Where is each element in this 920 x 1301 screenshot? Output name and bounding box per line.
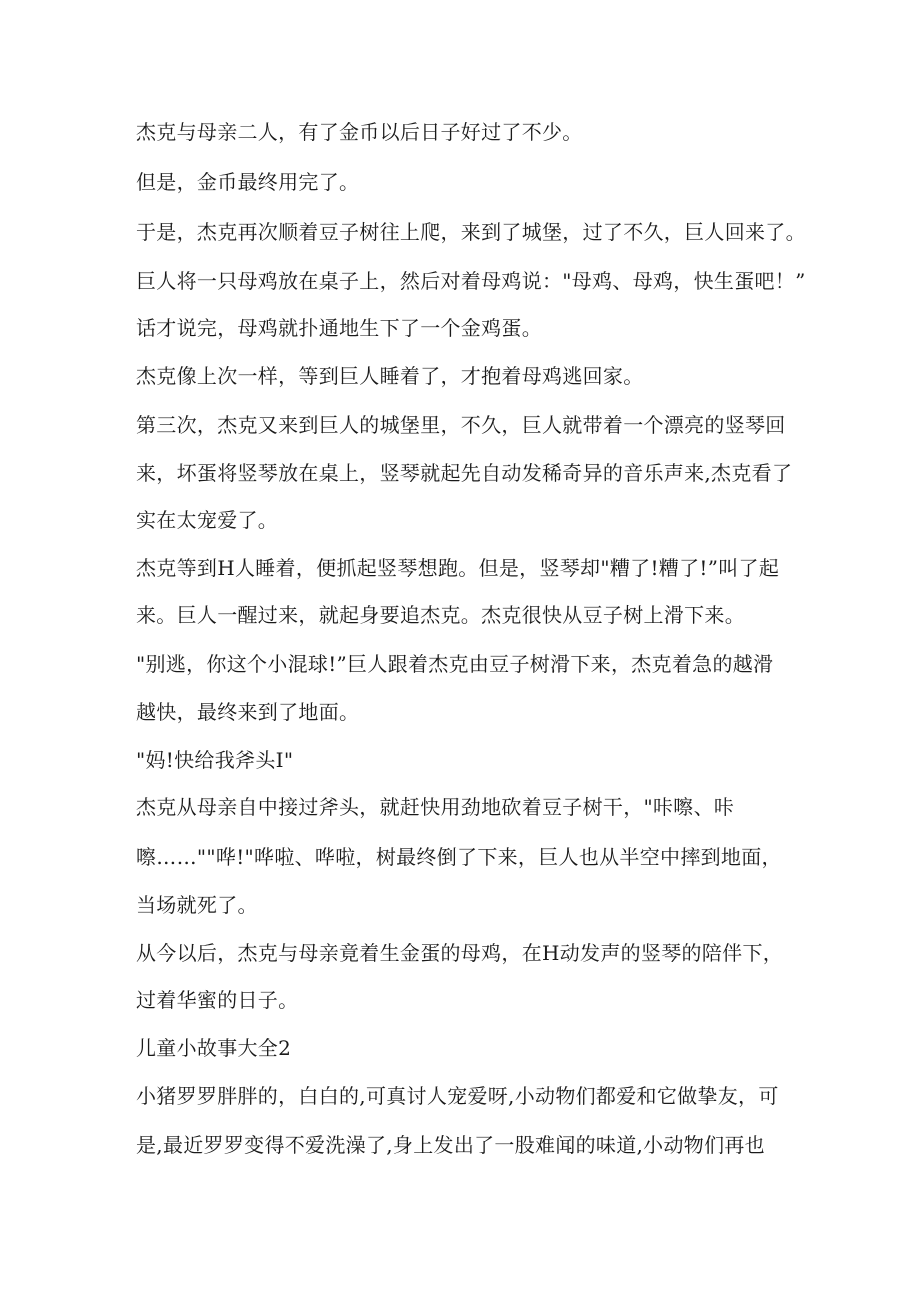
text-line: 当场就死了。 [136,893,258,917]
text-line: 嚓……""哗!"哗啦、哗啦，树最终倒了下来，巨人也从半空中摔到地面， [136,845,782,869]
text-line: 杰克等到H人睡着，便抓起竖琴想跑。但是，竖琴却"糟了!糟了!”叫了起 [136,556,780,580]
text-line: 来，坏蛋将竖琴放在桌上，竖琴就起先自动发稀奇异的音乐声来,杰克看了 [136,461,793,485]
section-heading: 儿童小故事大全2 [136,1036,292,1060]
text-line: "别逃，你这个小混球!”巨人跟着杰克由豆子树滑下来，杰克着急的越滑 [136,652,774,676]
text-line: 杰克与母亲二人，有了金币以后日子好过了不少。 [136,120,583,144]
text-line: 越快，最终来到了地面。 [136,700,360,724]
text-line: "妈!快给我斧头I" [136,748,294,772]
text-line: 巨人将一只母鸡放在桌子上，然后对着母鸡说："母鸡、母鸡，快生蛋吧！” [136,269,806,293]
text-line: 是,最近罗罗变得不爱洗澡了,身上发出了一股难闻的味道,小动物们再也 [136,1133,765,1157]
text-line: 话才说完，母鸡就扑通地生下了一个金鸡蛋。 [136,316,542,340]
text-line: 实在太宠爱了。 [136,508,279,532]
text-line: 杰克像上次一样，等到巨人睡着了，才抱着母鸡逃回家。 [136,364,644,388]
text-line: 第三次，杰克又来到巨人的城堡里，不久，巨人就带着一个漂亮的竖琴回 [136,413,786,437]
text-line: 从今以后，杰克与母亲竟着生金蛋的母鸡，在H动发声的竖琴的陪伴下， [136,941,784,965]
text-line: 但是，金币最终用完了。 [136,170,360,194]
text-line: 来。巨人一醒过来，就起身要追杰克。杰克很快从豆子树上滑下来。 [136,603,745,627]
text-line: 小猪罗罗胖胖的，白白的,可真讨人宠爱呀,小动物们都爱和它做挚友，可 [136,1084,779,1108]
text-line: 杰克从母亲自中接过斧头，就赶快用劲地砍着豆子树干，"咔嚓、咔 [136,795,735,819]
text-line: 过着华蜜的日子。 [136,988,299,1012]
text-line: 于是，杰克再次顺着豆子树往上爬，来到了城堡，过了不久，巨人回来了。 [136,220,806,244]
